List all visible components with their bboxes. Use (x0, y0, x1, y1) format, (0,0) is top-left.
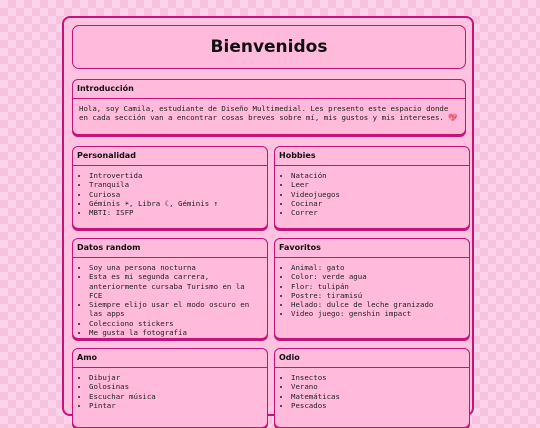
favoritos-list (281, 263, 463, 319)
list-item: • Cocinar (291, 199, 463, 208)
list-item: • Pescados (291, 401, 463, 410)
odio-title: Odio (275, 349, 469, 368)
list-item: • Curiosa (89, 190, 261, 199)
random-title: Datos random (73, 239, 267, 258)
list-item: • Videojuegos (291, 190, 463, 199)
list-item: • Leer (291, 180, 463, 189)
personalidad-title: Personalidad (73, 147, 267, 166)
heart-icon: 💖 (448, 113, 458, 123)
hobbies-title: Hobbies (275, 147, 469, 166)
odio-card (274, 348, 470, 428)
list-item: • Flor: tulipán (291, 282, 463, 291)
favoritos-body (275, 258, 469, 324)
list-item: • Color: verde agua (291, 272, 463, 281)
random-body (73, 258, 267, 342)
amo-body (73, 368, 267, 415)
list-item: • Animal: gato (291, 263, 463, 272)
personalidad-card (72, 146, 268, 229)
random-card (72, 238, 268, 339)
hobbies-card (274, 146, 470, 229)
list-item: • Verano (291, 382, 463, 391)
list-item: • Video juego: genshin impact (291, 309, 463, 318)
list-item: • Soy una persona nocturna (89, 263, 261, 272)
list-item: • Siempre elijo usar el modo oscuro en las apps (89, 300, 261, 319)
list-item: • Dibujar (89, 373, 261, 382)
list-item: • Tranquila (89, 180, 261, 189)
hobbies-list (281, 171, 463, 217)
list-item: • Me gusta la fotografía (89, 328, 261, 337)
list-item: • Natación (291, 171, 463, 180)
list-item: • Postre: tiramisú (291, 291, 463, 300)
page-title: Bienvenidos (210, 37, 328, 57)
hobbies-body (275, 166, 469, 222)
intro-title: Introducción (73, 80, 465, 99)
favoritos-title: Favoritos (275, 239, 469, 258)
list-item: • Colecciono stickers (89, 319, 261, 328)
list-item: • Escuchar música (89, 392, 261, 401)
intro-text: Hola, soy Camila, estudiante de Diseño Multimedial. Les presento este espacio donde en cada sección van a encontrar cosas breves sobre mí, mis gustos y mis intereses. (79, 104, 449, 123)
list-item: • MBTI: ISFP (89, 208, 261, 217)
list-item: • Insectos (291, 373, 463, 382)
list-item: • Pintar (89, 401, 261, 410)
intro-card (72, 79, 466, 135)
list-item: • Matemáticas (291, 392, 463, 401)
list-item: • Correr (291, 208, 463, 217)
page-header (72, 25, 466, 69)
amo-card (72, 348, 268, 428)
intro-body (73, 99, 465, 128)
list-item: • Introvertida (89, 171, 261, 180)
personalidad-body (73, 166, 267, 222)
amo-title: Amo (73, 349, 267, 368)
list-item: • Golosinas (89, 382, 261, 391)
random-list (79, 263, 261, 337)
list-item: • Esta es mi segunda carrera, anteriormente cursaba Turismo en la FCE (89, 272, 261, 300)
favoritos-card (274, 238, 470, 339)
list-item: • Helado: dulce de leche granizado (291, 300, 463, 309)
personalidad-list (79, 171, 261, 217)
odio-body (275, 368, 469, 415)
list-item: • Géminis ☀, Libra ☾, Géminis ↑ (89, 199, 261, 208)
page-frame (62, 16, 474, 416)
